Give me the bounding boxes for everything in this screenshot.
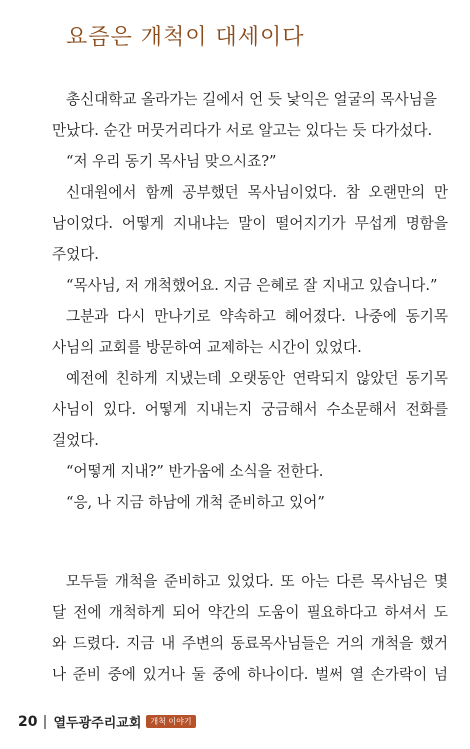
text-line: 달 전에 개척하게 되어 약간의 도움이 필요하다고 하셔서 도 <box>52 604 448 621</box>
text-line: 신대원에서 함께 공부했던 목사님이었다. 참 오랜만의 만 <box>66 184 448 201</box>
page-number: 20 <box>18 713 38 730</box>
text-line: 걸었다. <box>52 432 99 449</box>
text-line: “저 우리 동기 목사님 맞으시죠?” <box>66 153 277 170</box>
text-line: “어떻게 지내?” 반가움에 소식을 전한다. <box>66 463 324 480</box>
text-line: 예전에 친하게 지냈는데 오랫동안 연락되지 않았던 동기목 <box>66 370 448 387</box>
text-line: 사님의 교회를 방문하여 교제하는 시간이 있었다. <box>52 339 362 356</box>
text-line: 주었다. <box>52 246 99 263</box>
body-text <box>52 84 448 690</box>
church-name: 열두광주리교회 <box>53 716 142 731</box>
text-line: 총신대학교 올라가는 길에서 언 듯 낯익은 얼굴의 목사님을 <box>66 91 437 108</box>
text-line: 나 준비 중에 있거나 둘 중에 하나이다. 벌써 열 손가락이 넘 <box>52 666 448 683</box>
footer-divider <box>44 715 46 729</box>
text-line: 모두들 개척을 준비하고 있었다. 또 아는 다른 목사님은 몇 <box>66 573 448 590</box>
text-line: 남이었다. 어떻게 지내냐는 말이 떨어지기가 무섭게 명함을 <box>52 215 448 232</box>
section-badge: 개척 이야기 <box>146 715 195 728</box>
text-line: 만났다. 순간 머뭇거리다가 서로 알고는 있다는 듯 다가섰다. <box>52 122 433 139</box>
text-line: “목사님, 저 개척했어요. 지금 은혜로 잘 지내고 있습니다.” <box>66 277 438 294</box>
text-line: 와 드렸다. 지금 내 주변의 동료목사님들은 거의 개척을 했거 <box>52 635 448 652</box>
paragraph-gap <box>52 518 448 566</box>
text-line: 사님이 있다. 어떻게 지내는지 궁금해서 수소문해서 전화를 <box>52 401 448 418</box>
chapter-title: 요즘은 개척이 대세이다 <box>66 25 305 50</box>
text-line: “응, 나 지금 하남에 개척 준비하고 있어” <box>66 494 325 511</box>
page-footer <box>18 712 196 731</box>
text-line: 그분과 다시 만나기로 약속하고 헤어졌다. 나중에 동기목 <box>66 308 448 325</box>
